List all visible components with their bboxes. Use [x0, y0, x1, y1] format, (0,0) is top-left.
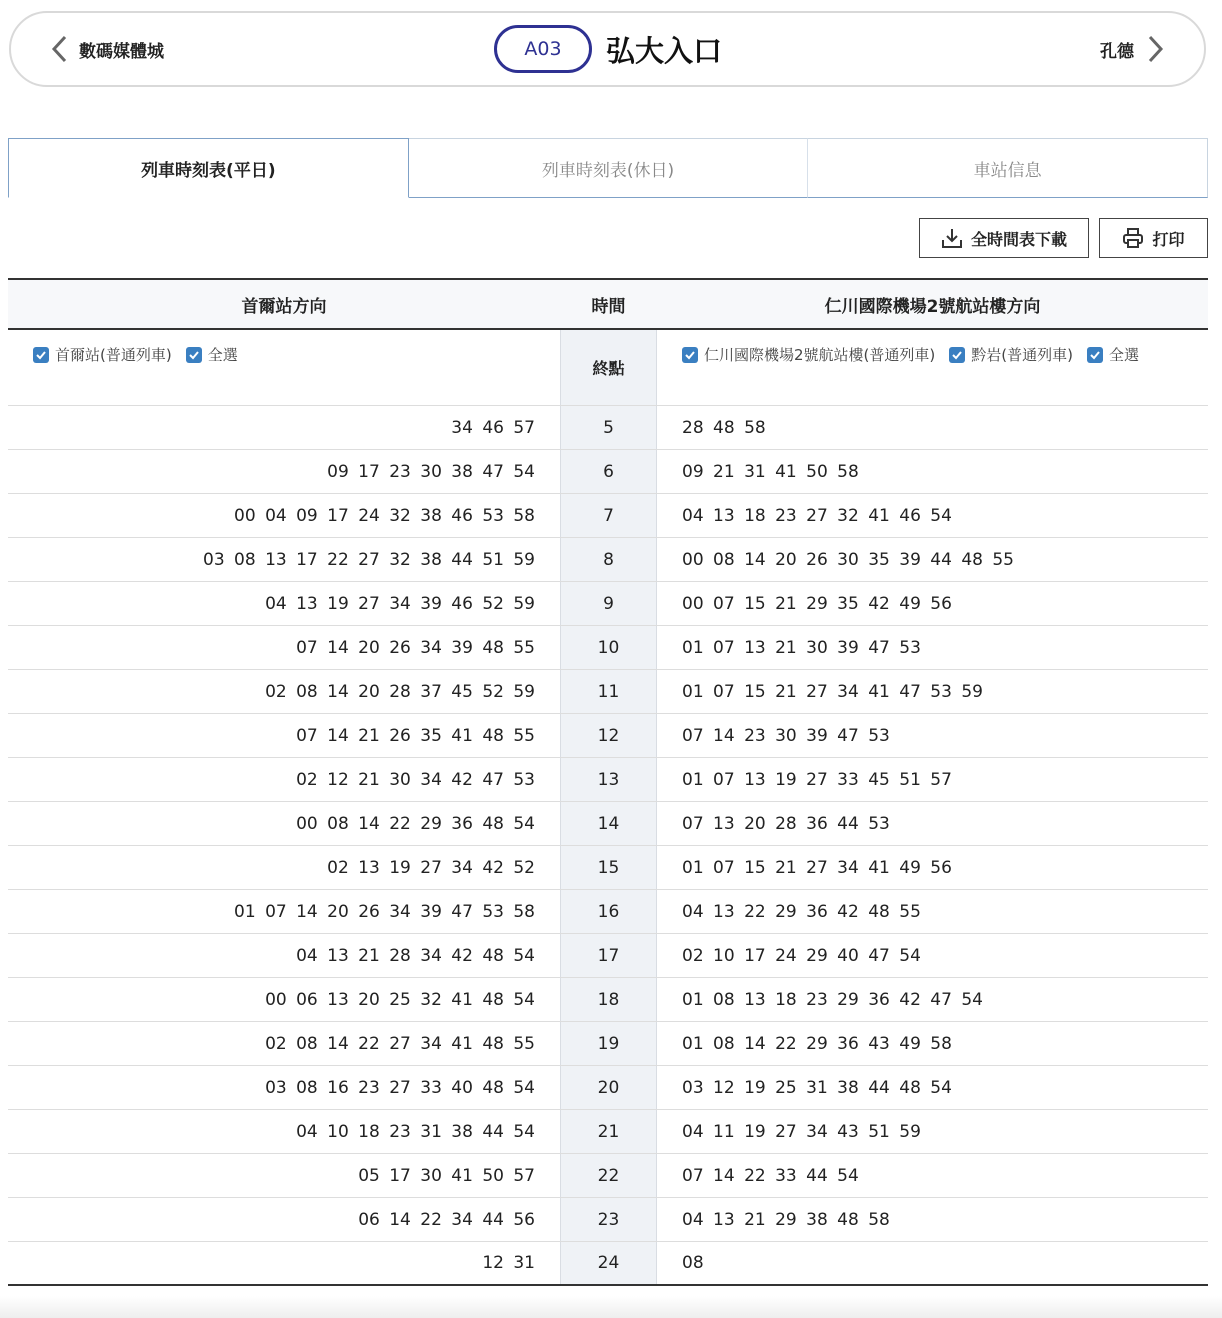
- seoul-departure-minutes: 04 13 19 27 34 39 46 52 59: [265, 593, 535, 614]
- print-button[interactable]: [1099, 218, 1208, 258]
- header-seoul-direction: 首爾站方向: [241, 296, 327, 317]
- table-row: [8, 538, 1208, 582]
- seoul-departure-minutes: 07 14 20 26 34 39 48 55: [296, 637, 535, 658]
- previous-station-link[interactable]: [51, 13, 164, 85]
- timetable-header: [8, 278, 1208, 330]
- incheon-departure-minutes: 09 21 31 41 50 58: [682, 461, 859, 482]
- filter-label: 首爾站(普通列車): [55, 346, 172, 364]
- hour-cell: 24: [560, 1242, 657, 1284]
- table-row: [8, 1154, 1208, 1198]
- checkbox-checked-icon: [949, 347, 965, 363]
- filter-label: 黔岩(普通列車): [971, 346, 1073, 364]
- station-code-badge: A03: [494, 25, 592, 73]
- hour-cell: 23: [560, 1198, 657, 1241]
- table-row: [8, 890, 1208, 934]
- seoul-departure-minutes: 02 12 21 30 34 42 47 53: [296, 769, 535, 790]
- filter-label: 全選: [207, 346, 238, 364]
- incheon-departure-minutes: 01 07 13 19 27 33 45 51 57: [682, 769, 952, 790]
- filter-seoul-select-all-checkbox[interactable]: [186, 344, 238, 365]
- table-row: [8, 450, 1208, 494]
- table-row: [8, 978, 1208, 1022]
- table-row: [8, 1022, 1208, 1066]
- seoul-departure-minutes: 03 08 16 23 27 33 40 48 54: [265, 1077, 535, 1098]
- checkbox-checked-icon: [33, 347, 49, 363]
- previous-station-label: 數碼媒體城: [79, 41, 164, 62]
- seoul-departure-minutes: 00 06 13 20 25 32 41 48 54: [265, 989, 535, 1010]
- seoul-direction-filters: [8, 330, 560, 405]
- table-row: [8, 846, 1208, 890]
- seoul-departure-minutes: 12 31: [482, 1253, 535, 1273]
- checkbox-checked-icon: [186, 347, 202, 363]
- hour-cell: 22: [560, 1154, 657, 1197]
- incheon-departure-minutes: 01 07 15 21 27 34 41 47 53 59: [682, 681, 983, 702]
- table-row: [8, 934, 1208, 978]
- hour-cell: 15: [560, 846, 657, 889]
- next-station-link[interactable]: [1100, 13, 1164, 85]
- incheon-departure-minutes: 00 08 14 20 26 30 35 39 44 48 55: [682, 549, 1014, 570]
- hour-cell: 5: [560, 406, 657, 449]
- seoul-departure-minutes: 02 08 14 20 28 37 45 52 59: [265, 681, 535, 702]
- incheon-departure-minutes: 02 10 17 24 29 40 47 54: [682, 945, 921, 966]
- hour-cell: 17: [560, 934, 657, 977]
- station-name: 弘大入口: [606, 33, 723, 68]
- seoul-departure-minutes: 34 46 57: [451, 417, 535, 438]
- seoul-departure-minutes: 00 04 09 17 24 32 38 46 53 58: [234, 505, 535, 526]
- table-row: [8, 758, 1208, 802]
- filter-seoul-regular-checkbox[interactable]: [33, 344, 172, 365]
- tab-station-info[interactable]: 車站信息: [808, 138, 1208, 198]
- hour-cell: 9: [560, 582, 657, 625]
- checkbox-checked-icon: [682, 347, 698, 363]
- hour-cell: 13: [560, 758, 657, 801]
- table-row: [8, 1198, 1208, 1242]
- incheon-departure-minutes: 07 14 23 30 39 47 53: [682, 725, 890, 746]
- print-button-label: 打印: [1152, 229, 1185, 249]
- incheon-direction-filters: [657, 330, 1208, 405]
- table-row: [8, 714, 1208, 758]
- incheon-departure-minutes: 07 14 22 33 44 54: [682, 1165, 859, 1186]
- seoul-departure-minutes: 04 13 21 28 34 42 48 54: [296, 945, 535, 966]
- station-navigation-bar: [9, 11, 1206, 87]
- hour-cell: 14: [560, 802, 657, 845]
- filter-incheon-select-all-checkbox[interactable]: [1087, 344, 1139, 365]
- checkbox-checked-icon: [1087, 347, 1103, 363]
- incheon-departure-minutes: 08: [682, 1253, 704, 1273]
- incheon-departure-minutes: 07 13 20 28 36 44 53: [682, 813, 890, 834]
- tab-weekday-timetable[interactable]: 列車時刻表(平日): [8, 138, 409, 198]
- seoul-departure-minutes: 02 08 14 22 27 34 41 48 55: [265, 1033, 535, 1054]
- chevron-right-icon: [1148, 35, 1164, 63]
- terminal-label: 終點: [560, 330, 657, 405]
- hour-cell: 20: [560, 1066, 657, 1109]
- hour-cell: 8: [560, 538, 657, 581]
- page-bottom-shadow: [0, 1296, 1222, 1318]
- seoul-departure-minutes: 02 13 19 27 34 42 52: [327, 857, 535, 878]
- incheon-departure-minutes: 00 07 15 21 29 35 42 49 56: [682, 593, 952, 614]
- table-row: [8, 582, 1208, 626]
- seoul-departure-minutes: 05 17 30 41 50 57: [358, 1165, 535, 1186]
- hour-cell: 6: [560, 450, 657, 493]
- seoul-departure-minutes: 00 08 14 22 29 36 48 54: [296, 813, 535, 834]
- incheon-departure-minutes: 04 13 21 29 38 48 58: [682, 1209, 890, 1230]
- download-timetable-button[interactable]: [919, 218, 1089, 258]
- hour-cell: 18: [560, 978, 657, 1021]
- incheon-departure-minutes: 03 12 19 25 31 38 44 48 54: [682, 1077, 952, 1098]
- incheon-departure-minutes: 01 08 14 22 29 36 43 49 58: [682, 1033, 952, 1054]
- header-incheon-direction: 仁川國際機場2號航站樓方向: [824, 296, 1041, 317]
- hour-cell: 16: [560, 890, 657, 933]
- table-row: [8, 1242, 1208, 1286]
- incheon-departure-minutes: 01 08 13 18 23 29 36 42 47 54: [682, 989, 983, 1010]
- filter-label: 全選: [1108, 346, 1139, 364]
- hour-cell: 21: [560, 1110, 657, 1153]
- chevron-left-icon: [51, 35, 67, 63]
- table-row: [8, 494, 1208, 538]
- hour-cell: 10: [560, 626, 657, 669]
- seoul-departure-minutes: 01 07 14 20 26 34 39 47 53 58: [234, 901, 535, 922]
- current-station: [494, 23, 722, 75]
- download-button-label: 全時間表下載: [970, 229, 1067, 249]
- printer-icon: [1122, 227, 1144, 249]
- table-row: [8, 670, 1208, 714]
- filter-geomam-regular-checkbox[interactable]: [949, 344, 1073, 365]
- hour-cell: 7: [560, 494, 657, 537]
- seoul-departure-minutes: 04 10 18 23 31 38 44 54: [296, 1121, 535, 1142]
- seoul-departure-minutes: 09 17 23 30 38 47 54: [327, 461, 535, 482]
- table-row: [8, 1066, 1208, 1110]
- filter-label: 仁川國際機場2號航站樓(普通列車): [704, 346, 936, 364]
- table-row: [8, 802, 1208, 846]
- tab-holiday-timetable[interactable]: 列車時刻表(休日): [409, 138, 809, 198]
- hour-cell: 12: [560, 714, 657, 757]
- incheon-departure-minutes: 28 48 58: [682, 417, 766, 438]
- incheon-departure-minutes: 01 07 13 21 30 39 47 53: [682, 637, 921, 658]
- timetable: [8, 278, 1208, 1286]
- seoul-departure-minutes: 06 14 22 34 44 56: [358, 1209, 535, 1230]
- hour-cell: 19: [560, 1022, 657, 1065]
- filter-row: [8, 330, 1208, 406]
- header-time: 時間: [591, 296, 626, 317]
- timetable-tabs: [8, 138, 1208, 198]
- incheon-departure-minutes: 04 13 22 29 36 42 48 55: [682, 901, 921, 922]
- incheon-departure-minutes: 01 07 15 21 27 34 41 49 56: [682, 857, 952, 878]
- seoul-departure-minutes: 07 14 21 26 35 41 48 55: [296, 725, 535, 746]
- next-station-label: 孔德: [1100, 41, 1134, 62]
- download-icon: [941, 227, 963, 249]
- incheon-departure-minutes: 04 13 18 23 27 32 41 46 54: [682, 505, 952, 526]
- table-row: [8, 626, 1208, 670]
- hour-cell: 11: [560, 670, 657, 713]
- seoul-departure-minutes: 03 08 13 17 22 27 32 38 44 51 59: [203, 549, 535, 570]
- table-row: [8, 1110, 1208, 1154]
- table-row: [8, 406, 1208, 450]
- filter-incheon-t2-regular-checkbox[interactable]: [682, 344, 935, 365]
- incheon-departure-minutes: 04 11 19 27 34 43 51 59: [682, 1121, 921, 1142]
